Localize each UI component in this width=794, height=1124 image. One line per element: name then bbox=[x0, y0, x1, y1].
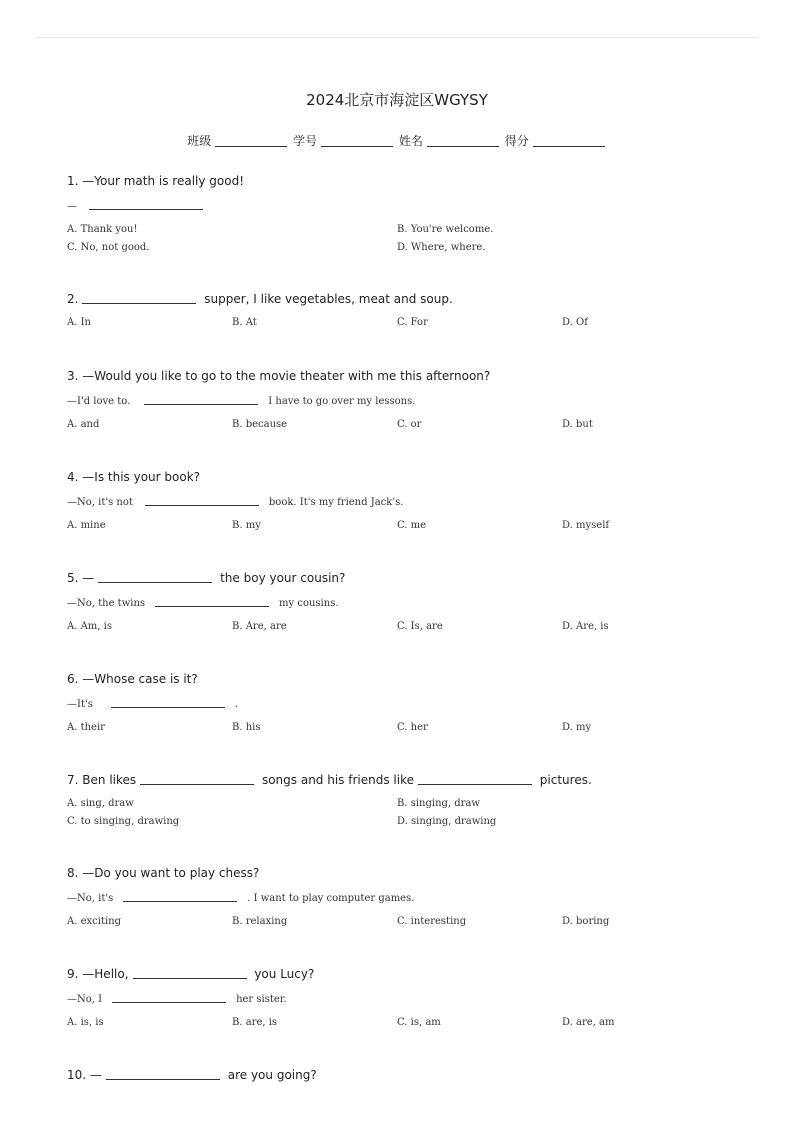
options bbox=[67, 721, 747, 735]
question-9: 9. —Hello, you Lucy? —No, I her sister. A. is, is B. are, is C. is, am D. are, am bbox=[67, 966, 747, 1030]
class-blank[interactable] bbox=[215, 134, 287, 147]
answer-blank[interactable] bbox=[418, 773, 532, 785]
options bbox=[67, 223, 747, 255]
option-d[interactable]: D. Are, is bbox=[562, 621, 609, 632]
question-10: 10. — are you going? bbox=[67, 1068, 317, 1082]
answer-blank[interactable] bbox=[112, 991, 226, 1003]
option-a[interactable]: A. and bbox=[67, 419, 100, 430]
option-b[interactable]: B. relaxing bbox=[232, 916, 288, 927]
option-d[interactable]: D. Where, where. bbox=[397, 242, 486, 253]
option-c[interactable]: C. her bbox=[397, 722, 428, 733]
id-blank[interactable] bbox=[321, 134, 393, 147]
option-c[interactable]: C. interesting bbox=[397, 916, 467, 927]
option-c[interactable]: C. For bbox=[397, 317, 428, 328]
option-c[interactable]: C. No, not good. bbox=[67, 242, 150, 253]
option-b[interactable]: B. Are, are bbox=[232, 621, 287, 632]
answer-blank[interactable] bbox=[89, 198, 203, 210]
answer-blank[interactable] bbox=[111, 696, 225, 708]
answer-blank[interactable] bbox=[144, 393, 258, 405]
option-a[interactable]: A. sing, draw bbox=[67, 798, 134, 809]
id-label: 学号 bbox=[293, 134, 318, 148]
option-b[interactable]: B. his bbox=[232, 722, 261, 733]
options bbox=[67, 620, 747, 634]
option-c[interactable]: C. to singing, drawing bbox=[67, 816, 180, 827]
option-a[interactable]: A. In bbox=[67, 317, 91, 328]
option-c[interactable]: C. or bbox=[397, 419, 422, 430]
option-d[interactable]: D. singing, drawing bbox=[397, 816, 497, 827]
options bbox=[67, 915, 747, 929]
answer-blank[interactable] bbox=[155, 595, 269, 607]
score-label: 得分 bbox=[504, 134, 529, 148]
options bbox=[67, 316, 747, 330]
answer-blank[interactable] bbox=[145, 494, 259, 506]
option-d[interactable]: D. my bbox=[562, 722, 592, 733]
option-c[interactable]: C. me bbox=[397, 520, 427, 531]
option-d[interactable]: D. are, am bbox=[562, 1017, 615, 1028]
option-a[interactable]: A. is, is bbox=[67, 1017, 104, 1028]
option-b[interactable]: B. You're welcome. bbox=[397, 224, 494, 235]
option-d[interactable]: D. Of bbox=[562, 317, 588, 328]
question-1: 1. —Your math is really good! — A. Thank you! B. You're welcome. C. No, not good. D. Where, where. bbox=[67, 173, 747, 255]
answer-blank[interactable] bbox=[82, 292, 196, 304]
option-a[interactable]: A. mine bbox=[67, 520, 106, 531]
question-2: 2. supper, I like vegetables, meat and soup. A. In B. At C. For D. Of bbox=[67, 291, 747, 330]
class-label: 班级 bbox=[187, 134, 212, 148]
options bbox=[67, 797, 747, 829]
options bbox=[67, 1016, 747, 1030]
options bbox=[67, 418, 747, 432]
score-blank[interactable] bbox=[533, 134, 605, 147]
option-d[interactable]: D. myself bbox=[562, 520, 610, 531]
question-5: 5. — the boy your cousin? —No, the twins my cousins. A. Am, is B. Are, are C. Is, are D. Are, is bbox=[67, 570, 747, 634]
option-a[interactable]: A. Thank you! bbox=[67, 224, 138, 235]
option-c[interactable]: C. is, am bbox=[397, 1017, 441, 1028]
option-d[interactable]: D. but bbox=[562, 419, 593, 430]
question-8: 8. —Do you want to play chess? —No, it's . I want to play computer games. A. exciting B. relaxing C. interesting D. boring bbox=[67, 865, 747, 929]
option-a[interactable]: A. Am, is bbox=[67, 621, 112, 632]
name-label: 姓名 bbox=[398, 134, 423, 148]
answer-blank[interactable] bbox=[123, 890, 237, 902]
options bbox=[67, 519, 747, 533]
option-b[interactable]: B. At bbox=[232, 317, 257, 328]
student-info-line bbox=[0, 132, 794, 149]
option-a[interactable]: A. exciting bbox=[67, 916, 121, 927]
option-a[interactable]: A. their bbox=[67, 722, 105, 733]
answer-blank[interactable] bbox=[140, 773, 254, 785]
option-d[interactable]: D. boring bbox=[562, 916, 610, 927]
option-b[interactable]: B. are, is bbox=[232, 1017, 278, 1028]
question-3: 3. —Would you like to go to the movie theater with me this afternoon? —I'd love to. I have to go over my lessons. A. and B. because C. or D. but bbox=[67, 368, 747, 432]
option-c[interactable]: C. Is, are bbox=[397, 621, 443, 632]
option-b[interactable]: B. because bbox=[232, 419, 288, 430]
question-4: 4. —Is this your book? —No, it's not book. It's my friend Jack's. A. mine B. my C. me D. myself bbox=[67, 469, 747, 533]
page-title: 2024北京市海淀区WGYSY bbox=[306, 91, 488, 109]
option-b[interactable]: B. singing, draw bbox=[397, 798, 480, 809]
answer-blank[interactable] bbox=[133, 967, 247, 979]
question-6: 6. —Whose case is it? —It's . A. their B. his C. her D. my bbox=[67, 671, 747, 735]
answer-blank[interactable] bbox=[106, 1068, 220, 1080]
option-b[interactable]: B. my bbox=[232, 520, 261, 531]
name-blank[interactable] bbox=[427, 134, 499, 147]
question-7: 7. Ben likes songs and his friends like pictures. A. sing, draw B. singing, draw C. to singing, drawing D. singing, drawing bbox=[67, 772, 747, 829]
answer-blank[interactable] bbox=[98, 571, 212, 583]
top-divider bbox=[36, 37, 758, 38]
